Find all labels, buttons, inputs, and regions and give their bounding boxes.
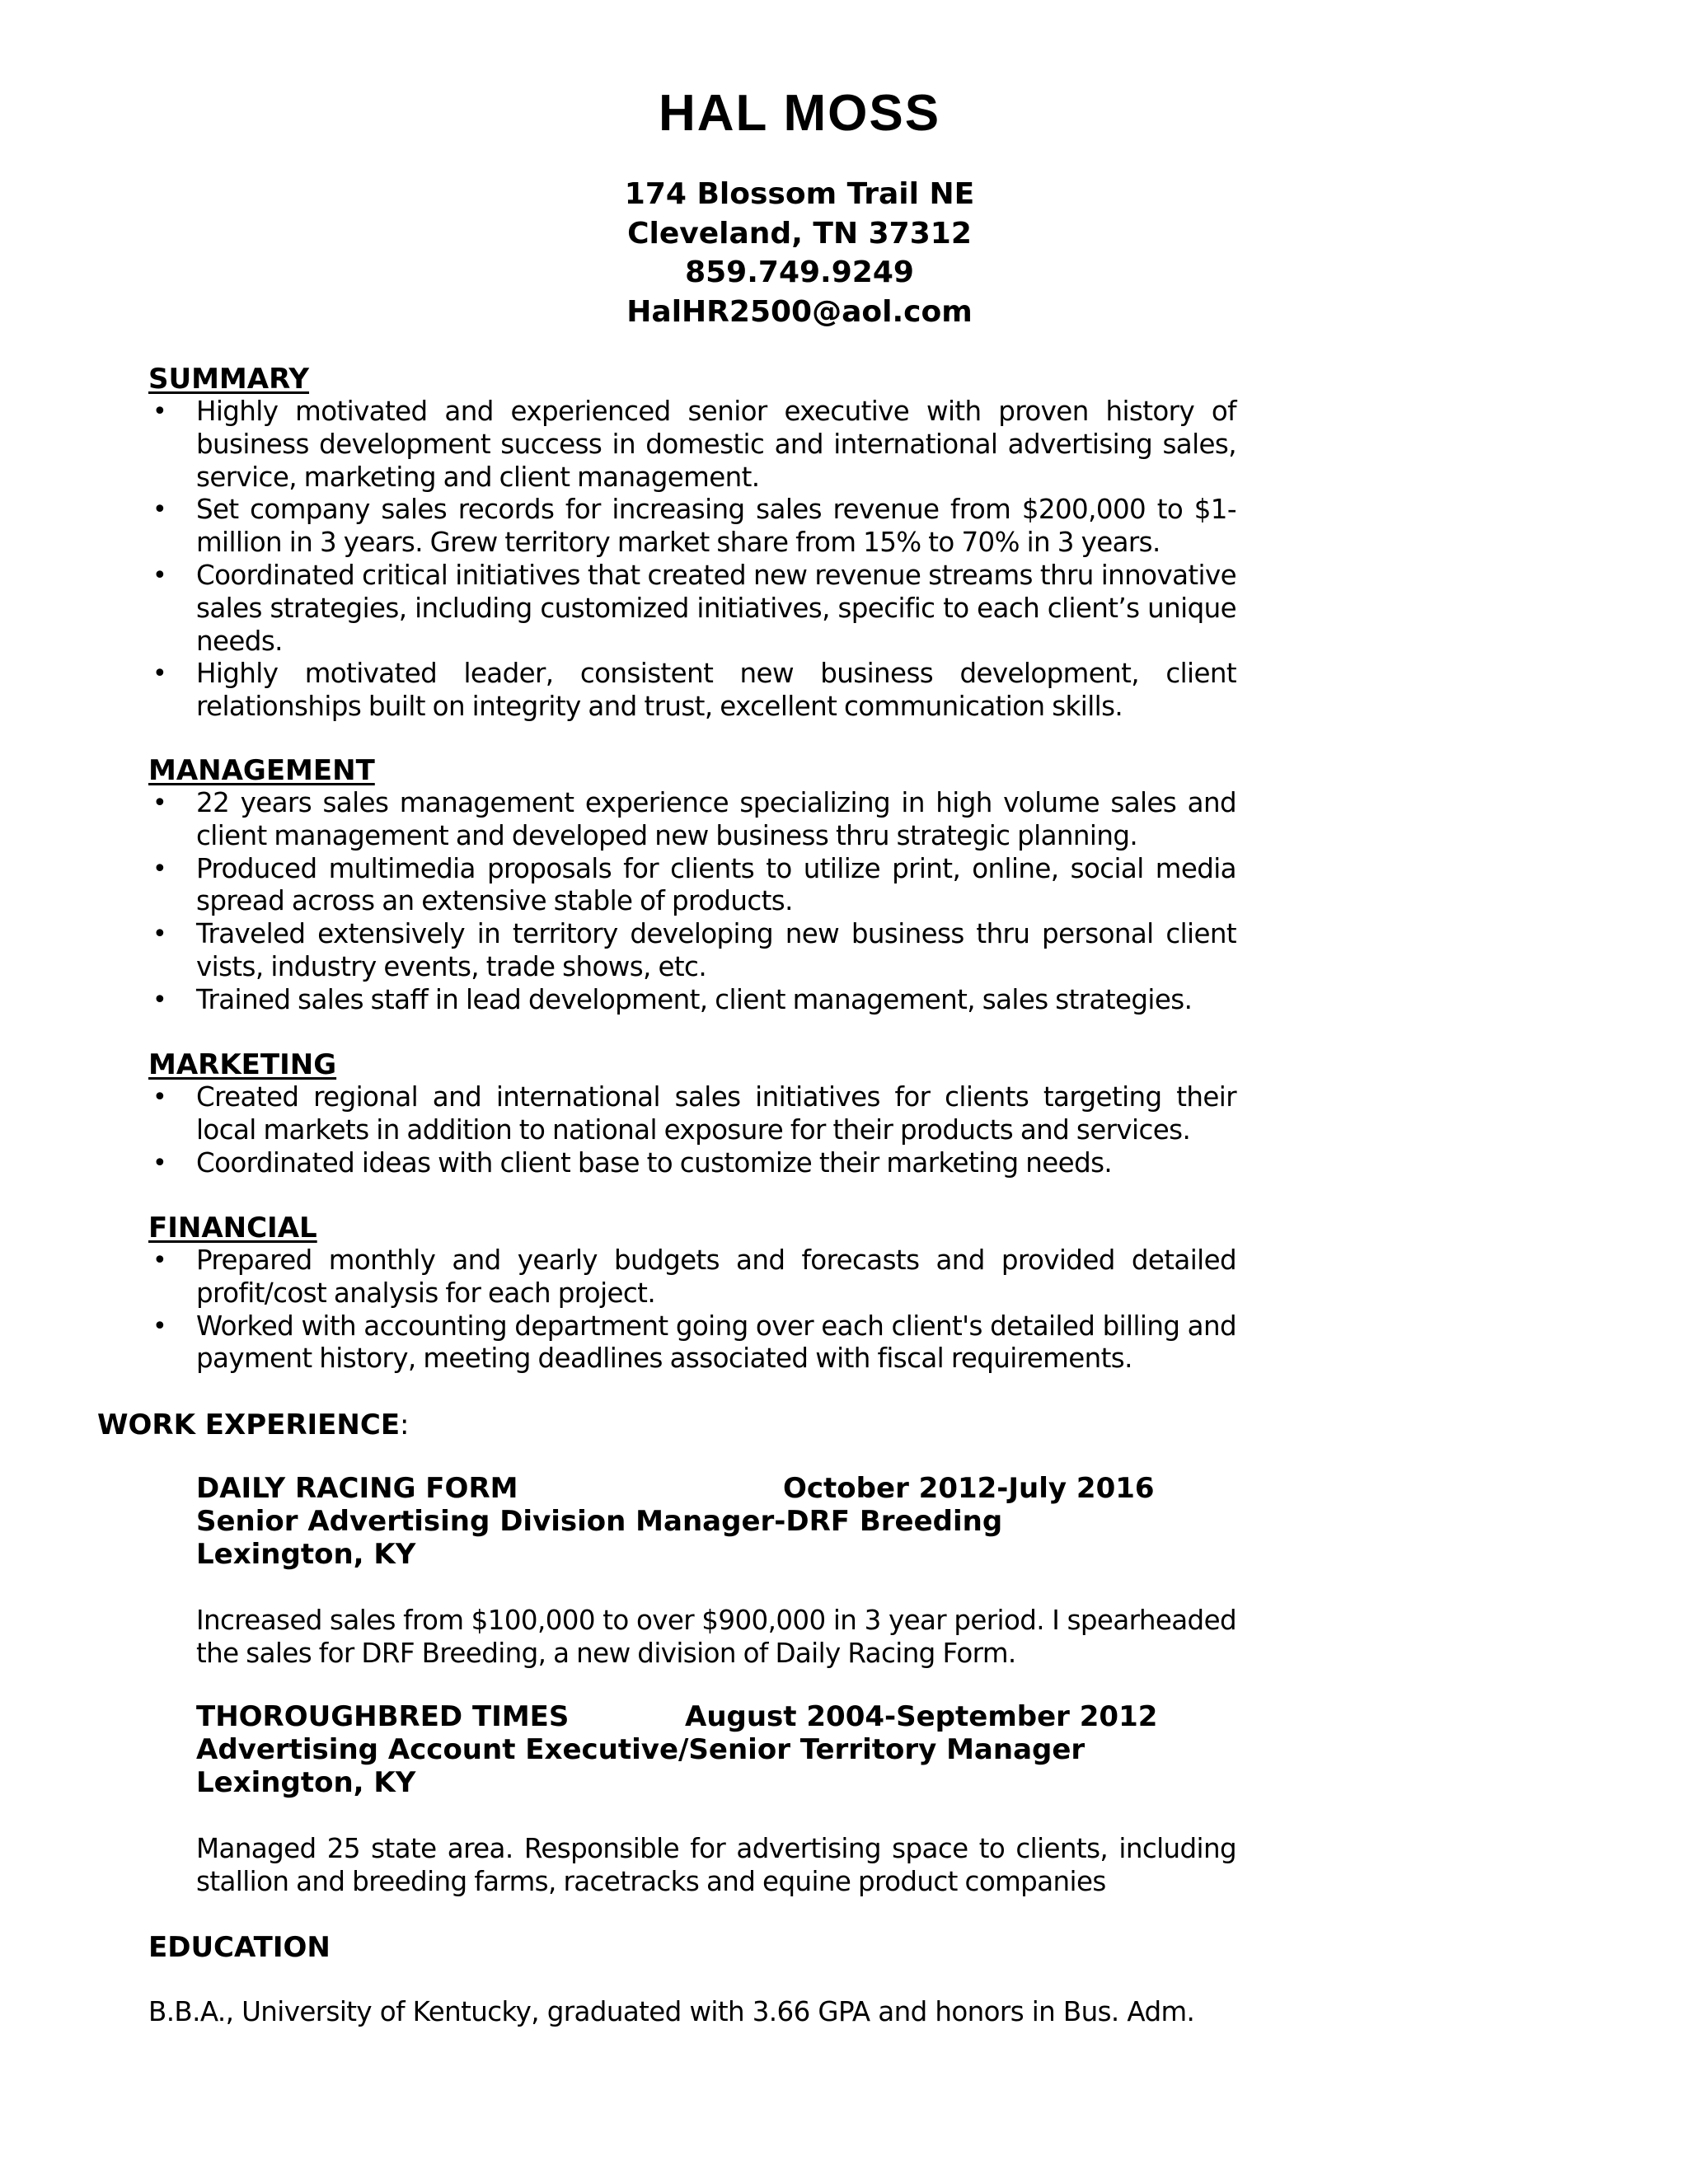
education-text: B.B.A., University of Kentucky, graduated with 3.66 GPA and honors in Bus. Adm. <box>148 1996 1195 2027</box>
phone-number: 859.749.9249 <box>685 255 914 289</box>
job-location: Lexington, KY <box>196 1538 416 1571</box>
summary-item: • Set company sales records for increasing sales revenue from $200,000 to $1-million in 3 years. Grew territory market share from 15% to 70% in 3 years. <box>148 494 1236 560</box>
work-experience-colon: : <box>400 1408 410 1441</box>
marketing-section <box>148 1048 1236 1179</box>
job-company: THOROUGHBRED TIMES <box>196 1700 570 1733</box>
marketing-item: • Created regional and international sales initiatives for clients targeting their local markets in addition to national exposure for their products and services. <box>148 1081 1236 1147</box>
address-line-1: 174 Blossom Trail NE <box>624 177 975 211</box>
contact-block <box>0 175 1599 331</box>
job-description: Increased sales from $100,000 to over $900,000 in 3 year period. I spearheaded the sales for DRF Breeding, a new division of Daily Racing Form. <box>196 1605 1236 1669</box>
marketing-item: • Coordinated ideas with client base to customize their marketing needs. <box>148 1147 1236 1180</box>
job-title: Senior Advertising Division Manager-DRF Breeding <box>196 1505 1003 1538</box>
work-experience-label: WORK EXPERIENCE <box>97 1408 401 1441</box>
job-entry <box>196 1700 1236 1898</box>
job-header-row <box>196 1700 1236 1733</box>
management-item: • 22 years sales management experience specializing in high volume sales and client management and developed new business thru strategic planning. <box>148 787 1236 853</box>
management-item: • Trained sales staff in lead development, client management, sales strategies. <box>148 984 1236 1017</box>
management-item: • Traveled extensively in territory developing new business thru personal client vists, industry events, trade shows, etc. <box>148 918 1236 984</box>
management-list <box>148 787 1236 1017</box>
summary-item: • Coordinated critical initiatives that created new revenue streams thru innovative sales strategies, including customized initiatives, specific to each client’s unique needs. <box>148 560 1236 658</box>
financial-section <box>148 1212 1236 1376</box>
job-dates: August 2004-September 2012 <box>685 1700 1158 1733</box>
management-section <box>148 754 1236 1017</box>
job-header-row <box>196 1472 1236 1505</box>
management-heading: MANAGEMENT <box>148 754 375 787</box>
summary-item: • Highly motivated leader, consistent new business development, client relationships built on integrity and trust, excellent communication skills. <box>148 658 1236 724</box>
work-experience-heading <box>97 1408 410 1442</box>
job-dates: October 2012-July 2016 <box>783 1472 1155 1505</box>
address-line-2: Cleveland, TN 37312 <box>627 216 972 251</box>
resume-name: HAL MOSS <box>658 85 941 142</box>
education-heading: EDUCATION <box>148 1931 331 1964</box>
management-item: • Produced multimedia proposals for clients to utilize print, online, social media spread across an extensive stable of products. <box>148 853 1236 919</box>
financial-item: • Worked with accounting department going over each client's detailed billing and payment history, meeting deadlines associated with fiscal requirements. <box>148 1310 1236 1376</box>
financial-list <box>148 1244 1236 1376</box>
job-company: DAILY RACING FORM <box>196 1472 518 1505</box>
marketing-heading: MARKETING <box>148 1048 337 1081</box>
summary-section <box>148 363 1236 724</box>
financial-item: • Prepared monthly and yearly budgets and forecasts and provided detailed profit/cost analysis for each project. <box>148 1244 1236 1310</box>
job-title: Advertising Account Executive/Senior Territory Manager <box>196 1733 1085 1766</box>
financial-heading: FINANCIAL <box>148 1212 317 1244</box>
job-entry <box>196 1472 1236 1670</box>
summary-heading: SUMMARY <box>148 363 310 396</box>
email-address: HalHR2500@aol.com <box>626 294 973 329</box>
job-location: Lexington, KY <box>196 1766 416 1799</box>
summary-list <box>148 396 1236 724</box>
summary-item: • Highly motivated and experienced senior executive with proven history of business development success in domestic and international advertising sales, service, marketing and client management. <box>148 396 1236 494</box>
job-description: Managed 25 state area. Responsible for advertising space to clients, including stallion and breeding farms, racetracks and equine product companies <box>196 1833 1236 1897</box>
marketing-list <box>148 1081 1236 1179</box>
